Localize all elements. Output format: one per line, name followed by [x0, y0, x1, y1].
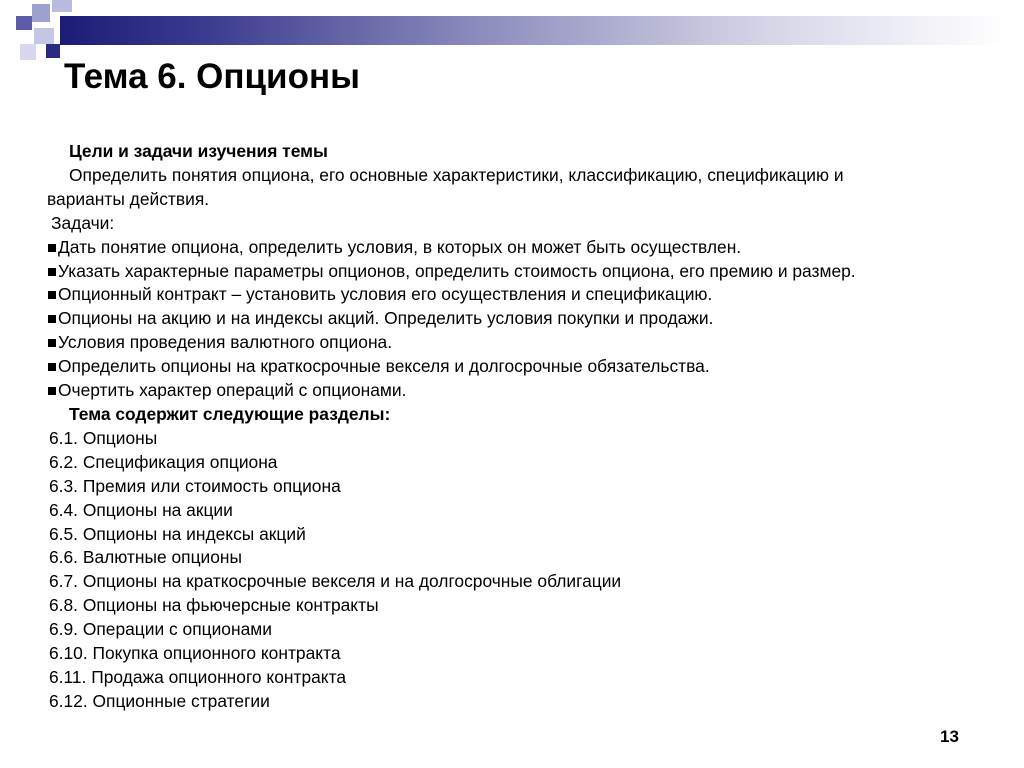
bullet-square-icon — [48, 244, 56, 252]
task-item: Опционы на акцию и на индексы акций. Определить условия покупки и продажи. — [47, 307, 987, 331]
slide-title: Тема 6. Опционы — [64, 57, 360, 96]
decorative-square — [46, 44, 60, 58]
decorative-square — [32, 4, 50, 22]
task-item: Опционный контракт – установить условия его осуществления и спецификацию. — [47, 283, 987, 307]
section-item: 6.11. Продажа опционного контракта — [49, 666, 347, 687]
task-item: Указать характерные параметры опционов, определить стоимость опциона, его премию и размер. — [47, 260, 987, 284]
decorative-square — [34, 28, 54, 44]
task-item: Определить опционы на краткосрочные векселя и долгосрочные обязательства. — [47, 355, 987, 379]
section-item: 6.1. Опционы — [49, 427, 158, 448]
section-item: 6.12. Опционные стратегии — [49, 690, 270, 711]
goals-text-line-1: Определить понятия опциона, его основные характеристики, классификацию, спецификацию и — [69, 164, 844, 185]
section-item: 6.7. Опционы на краткосрочные векселя и на долгосрочные облигации — [49, 571, 622, 592]
page-number: 13 — [940, 727, 959, 746]
section-item: 6.10. Покупка опционного контракта — [49, 643, 341, 664]
header-gradient-bar — [60, 16, 1006, 45]
section-item: 6.6. Валютные опционы — [49, 547, 243, 568]
section-item: 6.9. Операции с опционами — [49, 619, 272, 640]
section-item: 6.2. Спецификация опциона — [49, 451, 278, 472]
decorative-square — [52, 0, 72, 12]
section-item: 6.4. Опционы на акции — [49, 499, 233, 520]
sections-heading: Тема содержит следующие разделы: — [69, 403, 391, 424]
task-item: Дать понятие опциона, определить условия, в которых он может быть осуществлен. — [47, 236, 987, 260]
task-item: Очертить характер операций с опционами. — [47, 379, 987, 403]
goals-heading: Цели и задачи изучения темы — [69, 141, 328, 161]
bullet-square-icon — [48, 268, 56, 276]
tasks-heading: Задачи: — [51, 212, 115, 233]
slide-content — [47, 140, 987, 714]
bullet-square-icon — [48, 339, 56, 347]
decorative-square — [20, 44, 36, 60]
decorative-square — [16, 16, 32, 30]
bullet-square-icon — [48, 315, 56, 323]
section-item: 6.3. Премия или стоимость опциона — [49, 475, 341, 496]
bullet-square-icon — [48, 363, 56, 371]
goals-text-line-2: варианты действия. — [47, 188, 210, 209]
bullet-square-icon — [48, 387, 56, 395]
bullet-square-icon — [48, 291, 56, 299]
section-item: 6.5. Опционы на индексы акций — [49, 523, 306, 544]
section-item: 6.8. Опционы на фьючерсные контракты — [49, 595, 379, 616]
task-item: Условия проведения валютного опциона. — [47, 331, 987, 355]
